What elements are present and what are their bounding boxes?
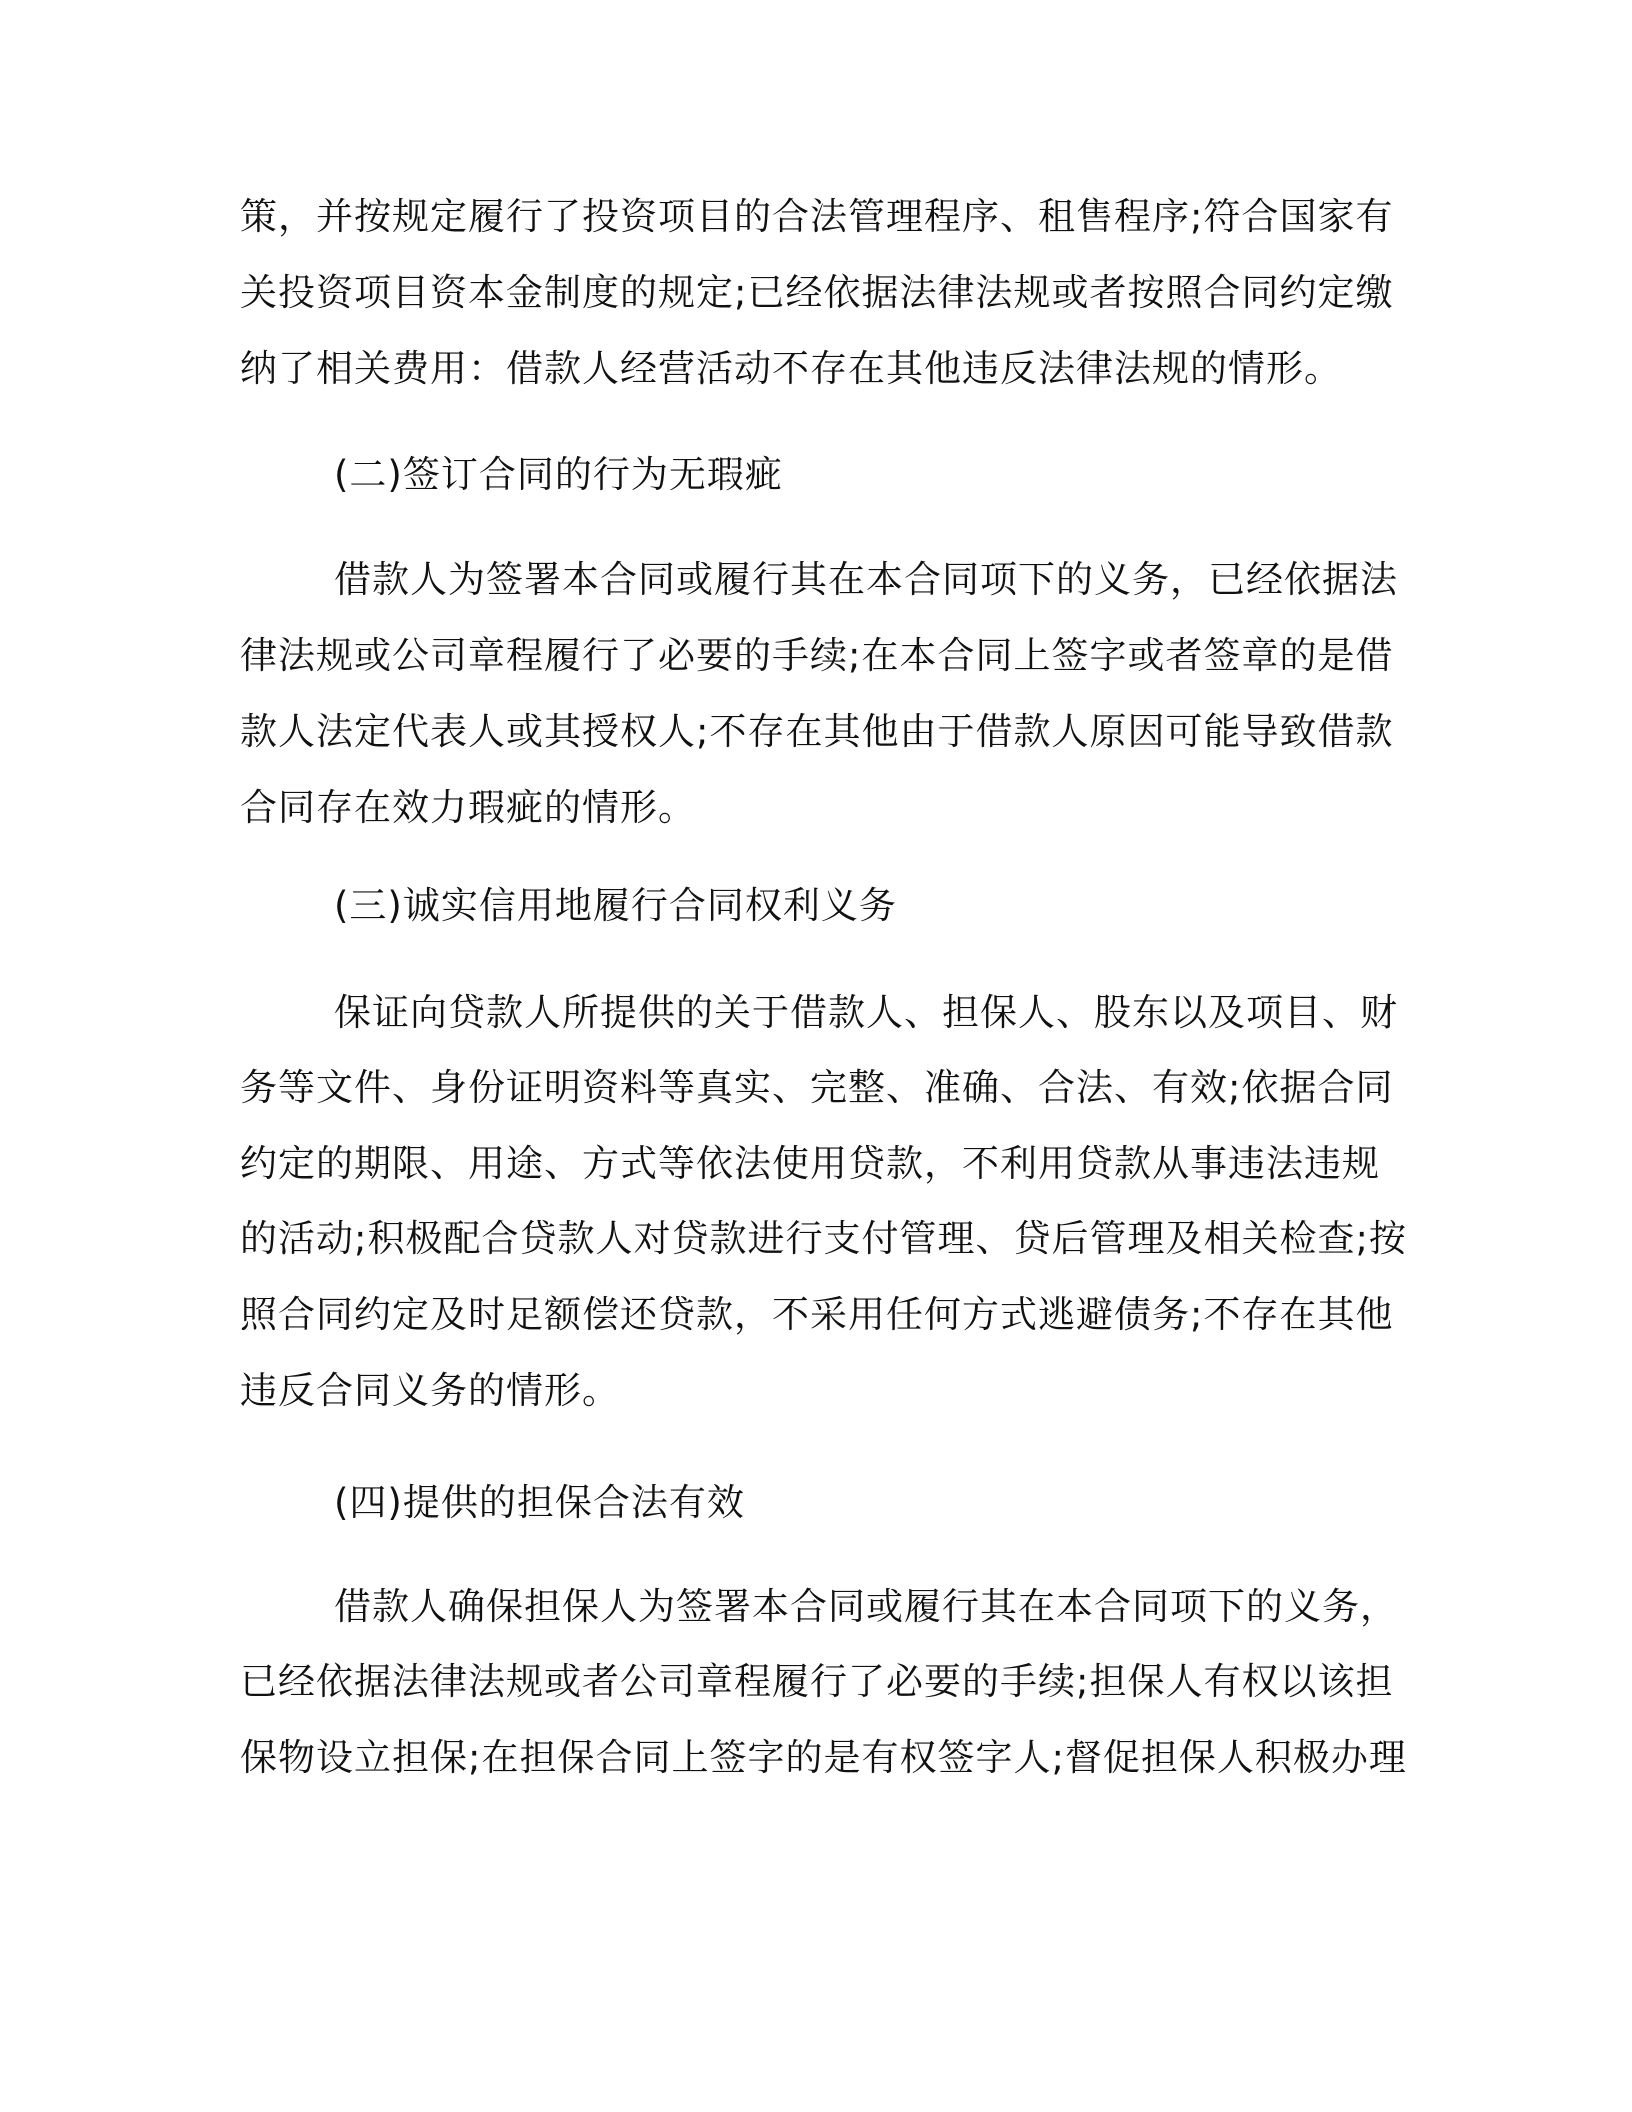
body-text-line: 借款人为签署本合同或履行其在本合同项下的义务，已经依据法	[334, 558, 1398, 601]
body-text-line: 保证向贷款人所提供的关于借款人、担保人、股东以及项目、财	[334, 991, 1398, 1034]
section-heading: (四)提供的担保合法有效	[334, 1481, 745, 1524]
section-heading: (三)诚实信用地履行合同权利义务	[334, 884, 897, 927]
body-text-line: 纳了相关费用：借款人经营活动不存在其他违反法律法规的情形。	[240, 347, 1342, 390]
body-text-line: 策，并按规定履行了投资项目的合法管理程序、租售程序;符合国家有	[240, 195, 1394, 238]
body-text-line: 已经依据法律法规或者公司章程履行了必要的手续;担保人有权以该担	[240, 1660, 1394, 1703]
body-text-line: 律法规或公司章程履行了必要的手续;在本合同上签字或者签章的是借	[240, 634, 1394, 677]
body-text-line: 约定的期限、用途、方式等依法使用贷款，不利用贷款从事违法违规	[240, 1142, 1380, 1185]
body-text-line: 关投资项目资本金制度的规定;已经依据法律法规或者按照合同约定缴	[240, 271, 1394, 314]
body-text-line: 款人法定代表人或其授权人;不存在其他由于借款人原因可能导致借款	[240, 710, 1394, 753]
section-heading: (二)签订合同的行为无瑕疵	[334, 453, 783, 496]
body-text-line: 的活动;积极配合贷款人对贷款进行支付管理、贷后管理及相关检查;按	[240, 1217, 1407, 1260]
body-text-line: 保物设立担保;在担保合同上签字的是有权签字人;督促担保人积极办理	[240, 1736, 1407, 1779]
body-text-line: 违反合同义务的情形。	[240, 1369, 620, 1412]
body-text-line: 合同存在效力瑕疵的情形。	[240, 786, 696, 829]
body-text-line: 照合同约定及时足额偿还贷款，不采用任何方式逃避债务;不存在其他	[240, 1293, 1394, 1336]
body-text-line: 借款人确保担保人为签署本合同或履行其在本合同项下的义务，	[334, 1585, 1398, 1628]
body-text-line: 务等文件、身份证明资料等真实、完整、准确、合法、有效;依据合同	[240, 1066, 1394, 1109]
